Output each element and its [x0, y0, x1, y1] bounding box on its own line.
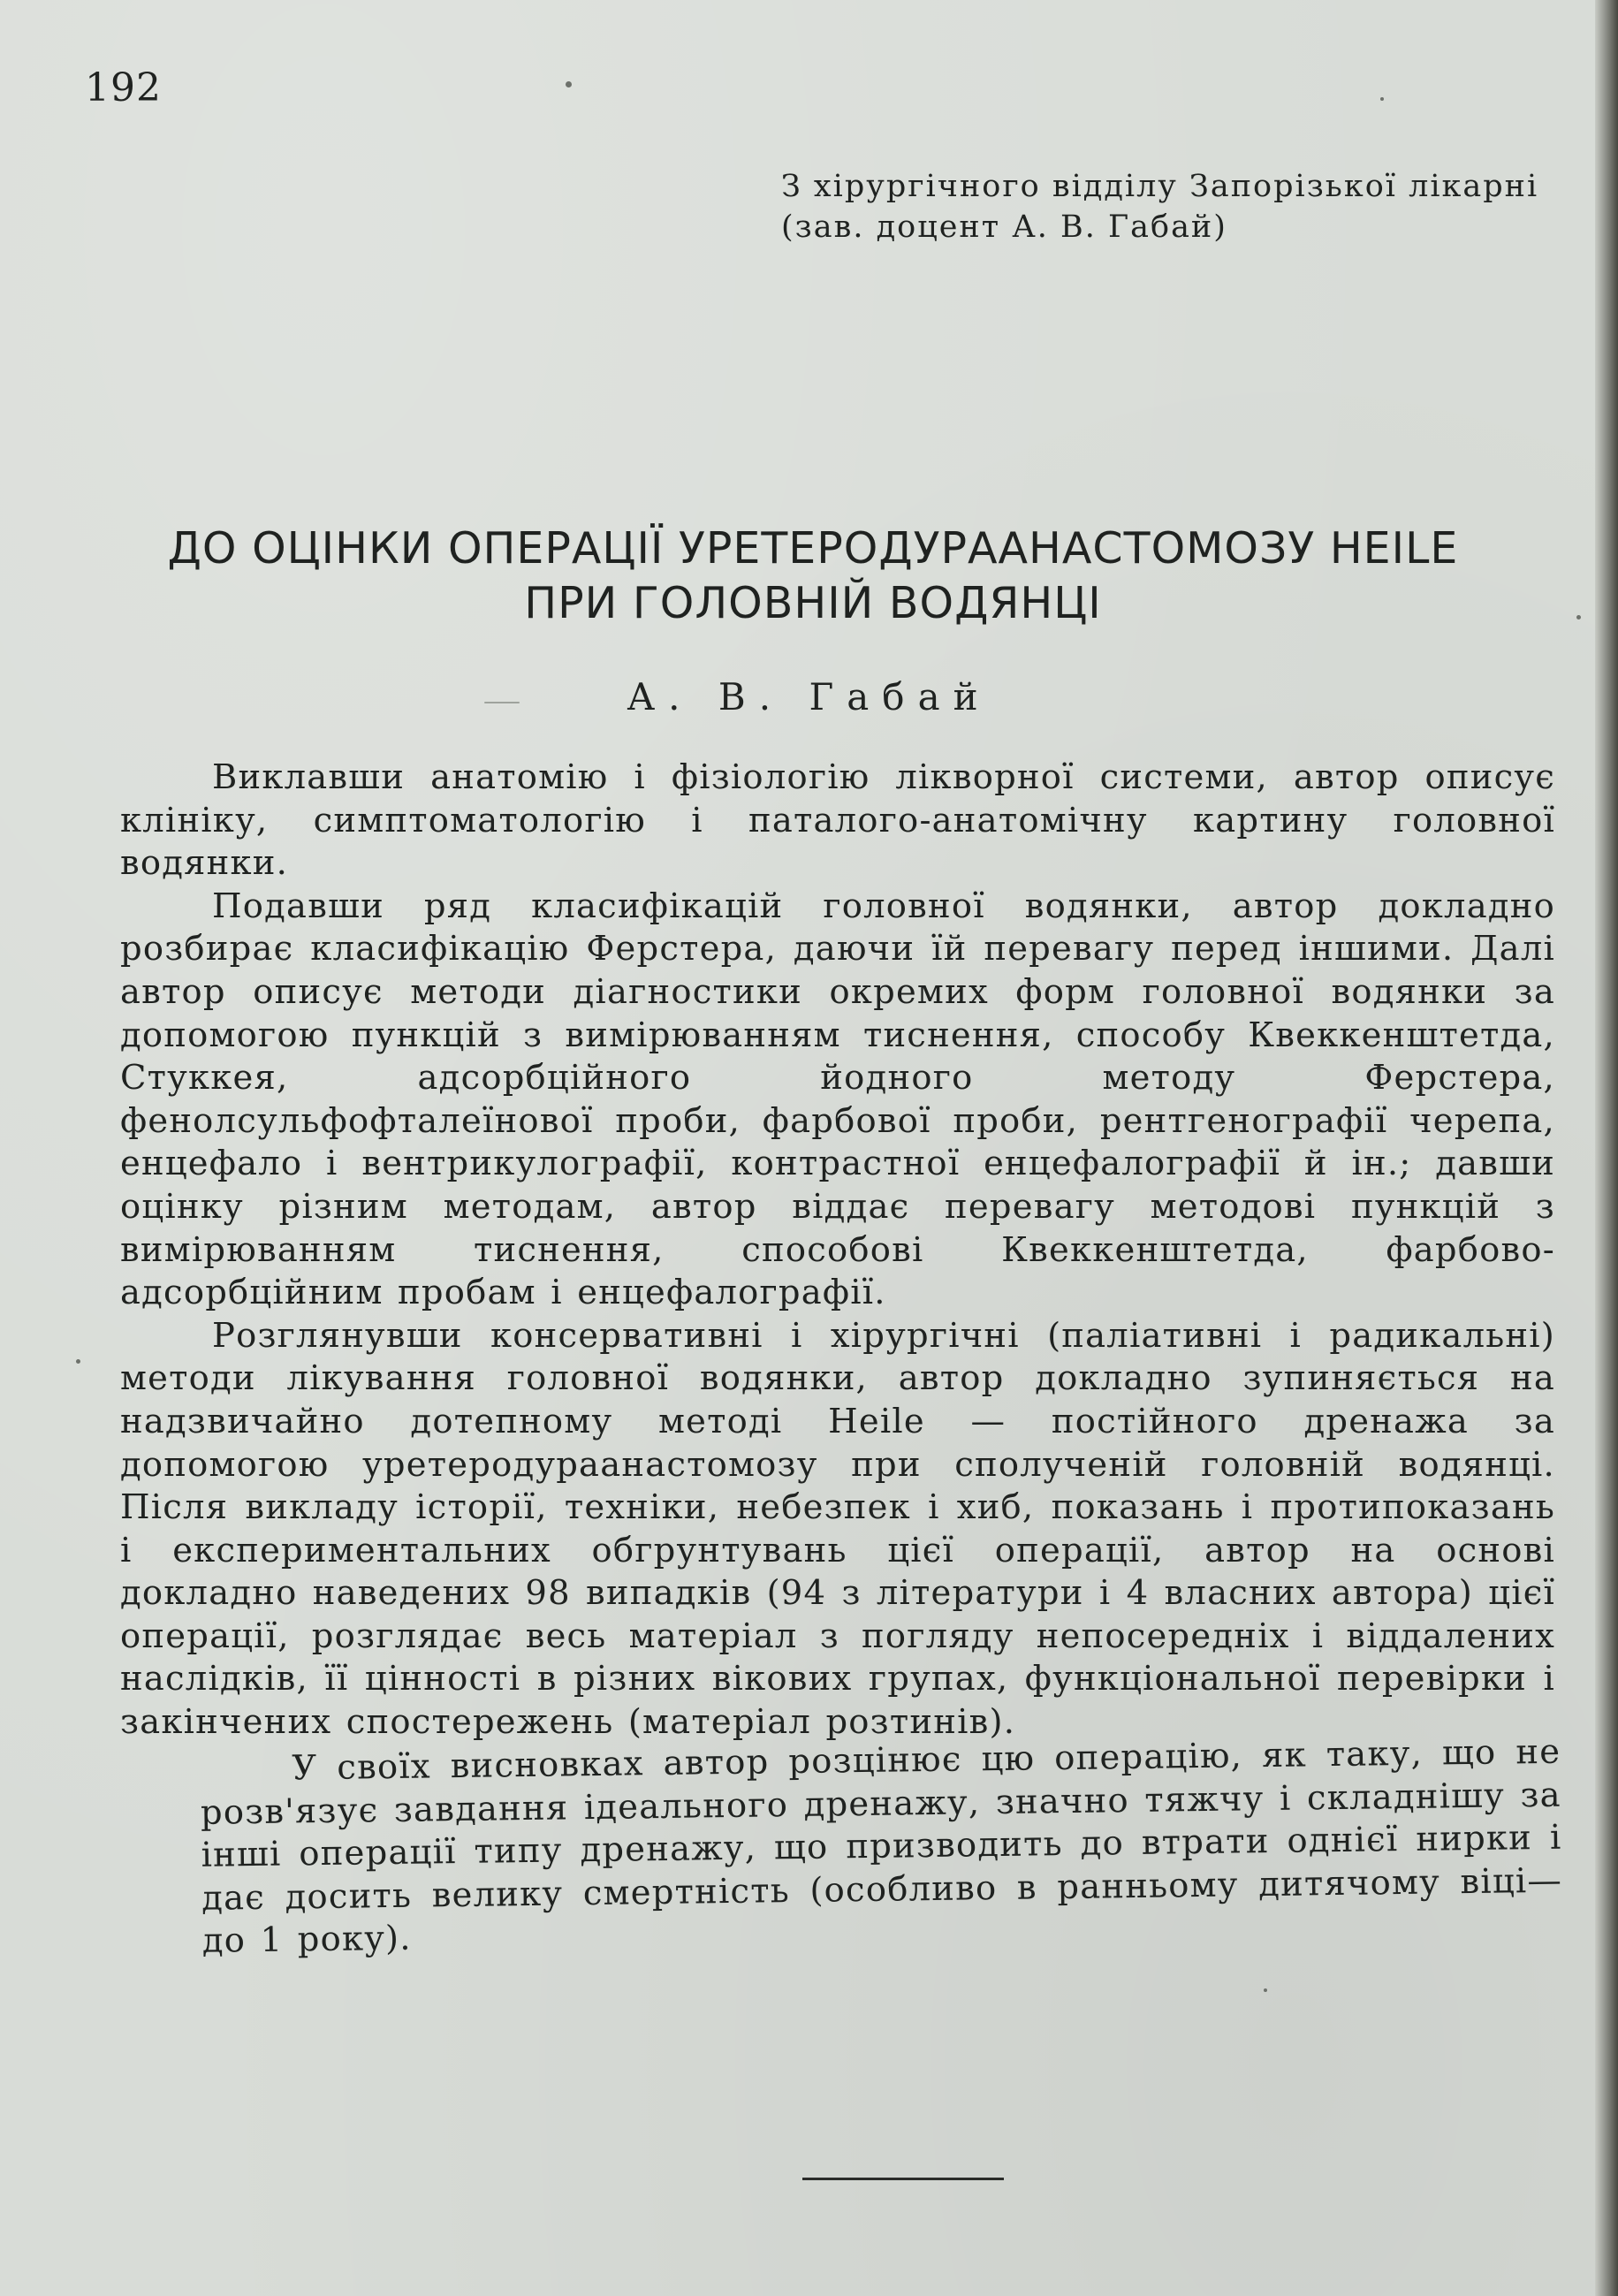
affiliation-block — [781, 166, 1559, 247]
paragraph-4: У своїх висновках автор розцінює цю операцію, як таку, що не розв'язує завдання ідеального дренажу, значно тяжчу і складнішу за інші операції типу дренажу, що призводить до втрати однієї нирки і дає досить велику смертність (особливо в ранньому дитячому віці—до 1 року). — [200, 1731, 1563, 1961]
article-title-line-1: ДО ОЦІНКИ ОПЕРАЦІЇ УРЕТЕРОДУРААНАСТОМОЗУ HEILE — [167, 523, 1459, 574]
article-author: А. В. Габай — [627, 675, 991, 718]
page-number: 192 — [85, 65, 162, 110]
paper-speck — [76, 1359, 80, 1364]
article-title-line-2: ПРИ ГОЛОВНІЙ ВОДЯНЦІ — [524, 578, 1102, 628]
affiliation-line-2: (зав. доцент А. В. Габай) — [781, 209, 1227, 245]
paragraph-2: Подавши ряд класифікацій головної водянки, автор докладно розбирає класифікацію Ферстера, даючи їй перевагу перед іншими. Далі автор описує методи діагностики окремих форм головної водянки за допомогою пункцій з вимірюванням тиснення, способу Квеккенштетда, Стуккея, адсорбційного йодного методу Ферстера, фенолсульфофталеїнової проби, фарбової проби, рентгенографії черепа, енцефало і вентрикулографії, контрастної енцефалографії й ін.; давши оцінку різним методам, автор віддає перевагу методові пункцій з вимірюванням тиснення, способові Квеккенштетда, фарбово-адсорбційним пробам і енцефалографії. — [120, 886, 1555, 1313]
article-title — [88, 521, 1538, 631]
paragraph-3: Розглянувши консервативні і хірургічні (паліативні і радикальні) методи лікування головної водянки, автор докладно зупиняється на надзвичайно дотепному методі Heile — постійного дренажа за допомогою уретеродураанастомозу при сполученій головній водянці. Після викладу історії, техніки, небезпек і хиб, показань і протипоказань і експериментальних обгрунтувань цієї операції, автор на основі докладно наведених 98 випадків (94 з літератури і 4 власних автора) цієї операції, розглядає весь матеріал з погляду непосередніх і віддалених наслідків, її цінності в різних вікових групах, функціональної перевірки і закінчених спостережень (матеріал розтинів). — [120, 1315, 1555, 1743]
paper-speck — [1264, 1988, 1267, 1992]
page-edge-shadow — [1595, 0, 1618, 2296]
article-body — [120, 756, 1563, 1965]
affiliation-line-1: З хірургічного відділу Запорізької лікарні — [781, 169, 1539, 204]
paper-mark — [484, 702, 520, 703]
paper-speck — [1380, 97, 1384, 101]
end-rule — [802, 2178, 1004, 2180]
paragraph-1: Виклавши анатомію і фізіологію лікворної системи, автор описує клініку, симптоматологію і паталого-анатомічну картину головної водянки. — [120, 757, 1555, 884]
paper-speck — [1576, 615, 1581, 620]
paper-speck — [566, 81, 572, 87]
